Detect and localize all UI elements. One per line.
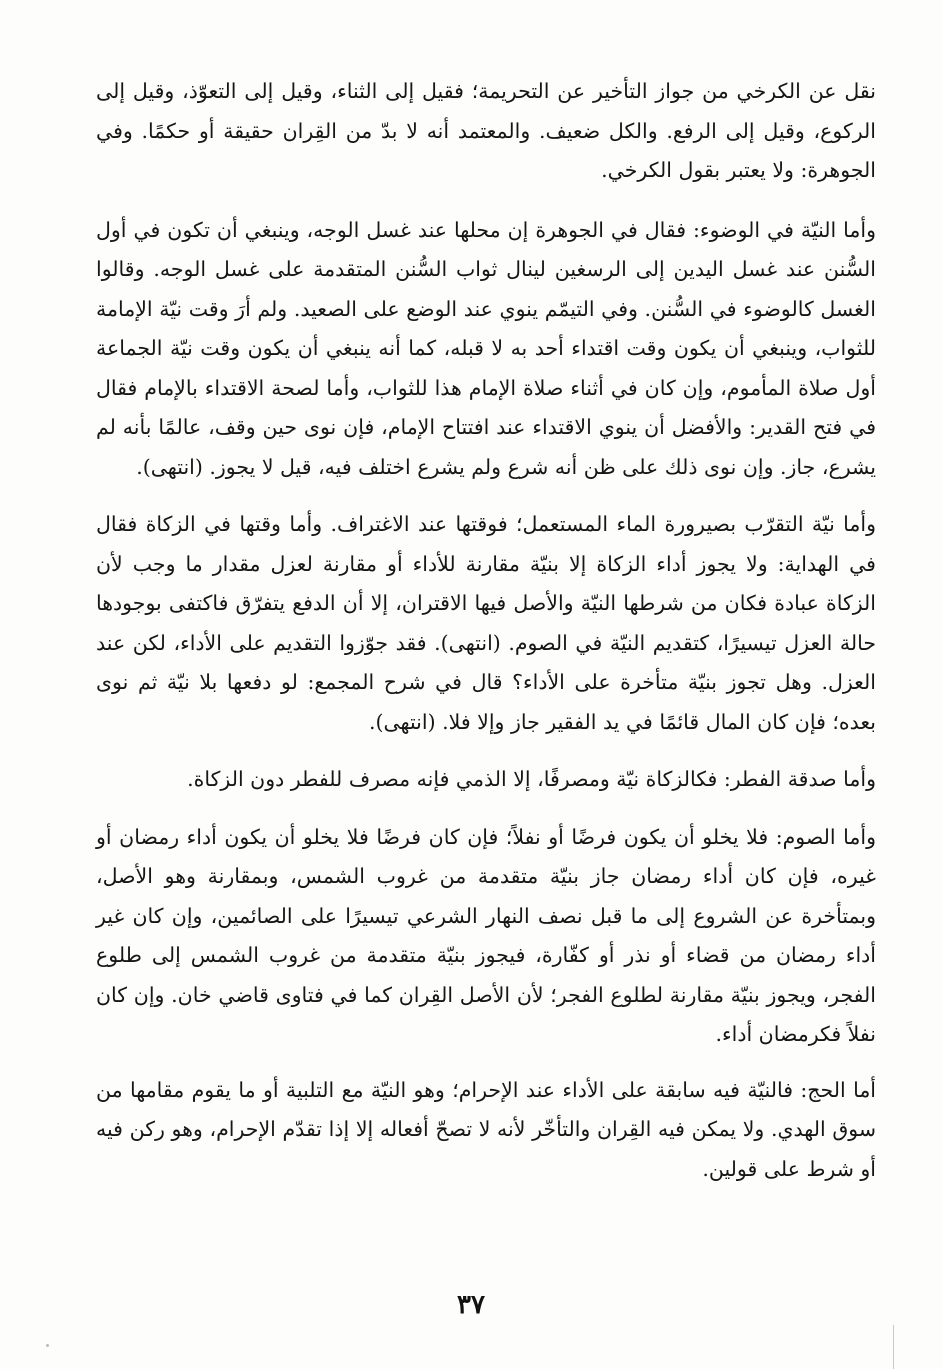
paragraph-karkhi: نقل عن الكرخي من جواز التأخير عن التحريمة؛ فقيل إلى الثناء، وقيل إلى التعوّذ، وقيل إلى الركوع، وقيل إلى الرفع. والكل ضعيف. والمعتمد أنه لا بدّ من القِران حقيقة أو حكمًا. وفي الجوهرة: ولا يعتبر بقول الكرخي. <box>96 79 876 182</box>
paragraph-hajj-intention: أما الحج: فالنيّة فيه سابقة على الأداء عند الإحرام؛ وهو النيّة مع التلبية أو ما يقوم مقامها من سوق الهدي. ولا يمكن فيه القِران والتأخّر لأنه لا تصحّ أفعاله إلا إذا تقدّم الإحرام، وهو ركن فيه أو شرط على قولين. <box>96 1077 876 1181</box>
paragraph-wudu-intention: وأما النيّة في الوضوء: فقال في الجوهرة إن محلها عند غسل الوجه، وينبغي أن تكون في أول السُّنن عند غسل اليدين إلى الرسغين لينال ثواب السُّنن المتقدمة على غسل الوجه. وقالوا الغسل كالوضوء في السُّنن. وفي التيمّم ينوي عند الوضع على الصعيد. ولم أرَ وقت نيّة الإمامة للثواب، وينبغي أن يكون وقت اقتداء أحد به لا قبله، كما أنه ينبغي أن يكون وقت نيّة الجماعة أول صلاة المأموم، وإن كان في أثناء صلاة الإمام هذا للثواب، وأما لصحة الاقتداء بالإمام فقال في فتح القدير: والأفضل أن ينوي الاقتداء عند افتتاح الإمام، فإن نوى حين وقف، عالمًا بأنه لم يشرع، جاز. وإن نوى ذلك على ظن أنه شرع ولم يشرع اختلف فيه، قيل لا يجوز. (انتهى). <box>96 217 876 479</box>
page-number: ٣٧ <box>457 1290 485 1320</box>
scan-fold-line <box>893 1325 894 1369</box>
paragraph-fasting-intention: وأما الصوم: فلا يخلو أن يكون فرضًا أو نفلاً؛ فإن كان فرضًا فلا يخلو أن يكون أداء رمضان أو غيره، فإن كان أداء رمضان جاز بنيّة متقدمة من غروب الشمس، وبمقارنة وهو الأصل، وبمتأخرة عن الشروع إلى ما قبل نصف النهار الشرعي تيسيرًا على الصائمين، وإن كان غير أداء رمضان من قضاء أو نذر أو كفّارة، فيجوز بنيّة متقدمة من غروب الشمس إلى طلوع الفجر، ويجوز بنيّة مقارنة لطلوع الفجر؛ لأن الأصل القِران كما في فتاوى قاضي خان. وإن كان نفلاً فكرمضان أداء. <box>96 824 876 1046</box>
paragraph-zakat-intention: وأما نيّة التقرّب بصيرورة الماء المستعمل؛ فوقتها عند الاغتراف. وأما وقتها في الزكاة فقال في الهداية: ولا يجوز أداء الزكاة إلا بنيّة مقارنة للأداء أو مقارنة لعزل مقدار ما وجب لأن الزكاة عبادة فكان من شرطها النيّة والأصل فيها الاقتران، إلا أن الدفع يتفرّق فاكتفى بوجودها حالة العزل تيسيرًا، كتقديم النيّة في الصوم. (انتهى). فقد جوّزوا التقديم على الأداء، لكن عند العزل. وهل تجوز بنيّة متأخرة على الأداء؟ قال في شرح المجمع: لو دفعها بلا نيّة ثم نوى بعده؛ فإن كان المال قائمًا في يد الفقير جاز وإلا فلا. (انتهى). <box>96 512 876 734</box>
scan-speck <box>46 1344 49 1347</box>
page-body <box>96 72 876 1205</box>
paragraph-sadaqat-al-fitr: وأما صدقة الفطر: فكالزكاة نيّة ومصرفًا، إلا الذمي فإنه مصرف للفطر دون الزكاة. <box>187 767 876 791</box>
